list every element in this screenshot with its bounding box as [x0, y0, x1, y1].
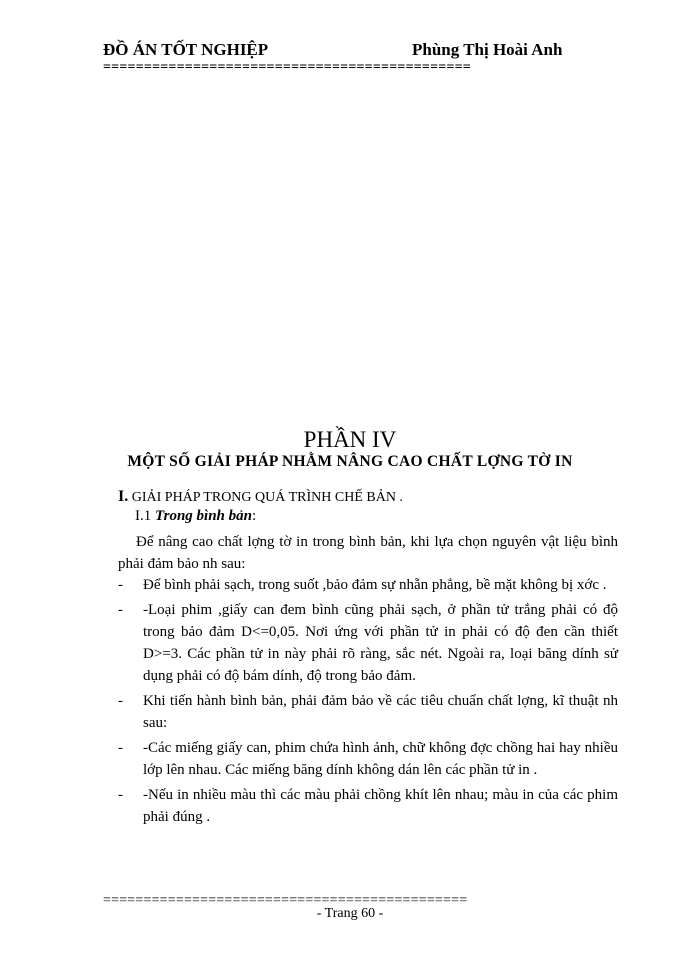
bullet-dash: - — [118, 740, 123, 756]
requirements-list — [118, 574, 618, 831]
bullet-dash: - — [118, 577, 123, 593]
header-left-title: ĐỒ ÁN TỐT NGHIỆP — [103, 40, 269, 59]
list-item-text: Khi tiến hành bình bản, phải đảm bảo về các tiêu chuẩn chất lợng, kĩ thuật nh sau: — [143, 693, 618, 731]
list-item-text: Để bình phải sạch, trong suốt ,bảo đảm sự nhẵn phẳng, bề mặt không bị xớc . — [143, 577, 607, 593]
footer-rule: ============================================= — [103, 893, 468, 908]
bullet-dash: - — [118, 602, 123, 618]
list-item-text: -Nếu in nhiều màu thì các màu phải chồng khít lên nhau; màu in của các phim phải đúng . — [143, 787, 618, 825]
list-item-text: -Loại phim ,giấy can đem bình cũng phải sạch, ở phần tử trắng phải có độ trong bảo đảm D<=0,05. Nơi ứng với phần tử in phải có độ đen cần thiết D>=3. Các phần tử in này phải rõ ràng, sắc nét. Ngoài ra, loại băng dính sử dụng phải có độ bám dính, độ trong bảo đảm. — [143, 602, 618, 684]
subsection-suffix: : — [251, 508, 257, 524]
section-heading — [118, 488, 403, 506]
header-rule: ============================================= — [103, 60, 471, 75]
list-item — [118, 737, 618, 781]
subsection-number: I.1 — [135, 508, 152, 524]
subsection-heading — [135, 508, 256, 525]
intro-paragraph: Để nâng cao chất lợng tờ in trong bình bản, khi lựa chọn nguyên vật liệu bình phải đảm bảo nh sau: — [118, 534, 618, 572]
page-number: - Trang 60 - — [316, 906, 384, 921]
bullet-dash: - — [118, 787, 123, 803]
part-title: MỘT SỐ GIẢI PHÁP NHẰM NÂNG CAO CHẤT LỢNG TỜ IN — [127, 453, 573, 470]
list-item-text: -Các miếng giấy can, phim chứa hình ảnh, chữ không đợc chồng hai hay nhiều lớp lên nhau. Các miếng băng dính không dán lên các phần tử in . — [143, 740, 618, 778]
list-item — [118, 784, 618, 828]
subsection-title: Trong bình bản — [155, 508, 252, 524]
list-item — [118, 690, 618, 734]
list-item — [118, 599, 618, 687]
section-number: I. — [118, 488, 129, 505]
part-label: PHẦN IV — [303, 427, 397, 452]
list-item — [118, 574, 618, 596]
bullet-dash: - — [118, 693, 123, 709]
header-author: Phùng Thị Hoài Anh — [412, 40, 563, 59]
section-title: GIẢI PHÁP TRONG QUÁ TRÌNH CHẾ BẢN . — [131, 490, 403, 505]
